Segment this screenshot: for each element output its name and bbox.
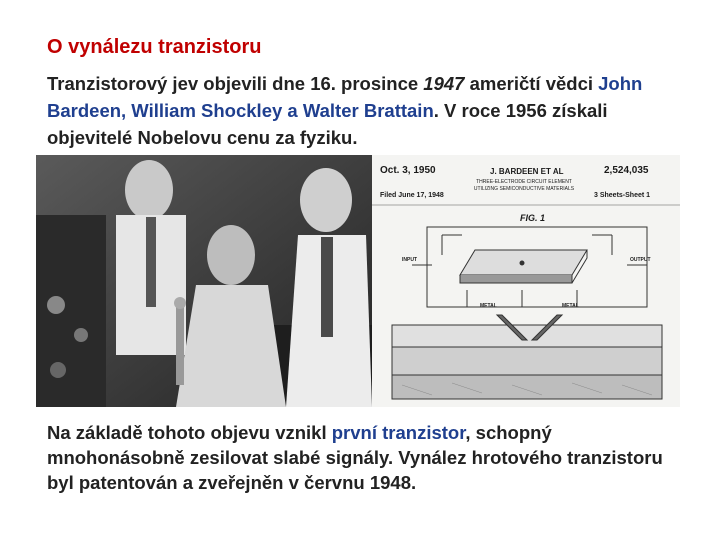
- outro-text-2: , schopný mnohonásobně zesilovat slabé signály. Vynález hrotového tranzistoru byl patentován a zveřejněn v červnu 1948.: [47, 422, 663, 493]
- slide-title: O vynálezu tranzistoru: [47, 36, 262, 58]
- fig1-label: FIG. 1: [520, 213, 546, 223]
- outro-paragraph: [47, 420, 687, 495]
- outro-text-1: Na základě tohoto objevu vznikl: [47, 422, 332, 443]
- scientist-names: John Bardeen, William Shockley a Walter Brattain: [47, 73, 643, 121]
- patent-author: J. BARDEEN ET AL: [490, 167, 564, 176]
- first-transistor-highlight: první tranzistor: [331, 422, 466, 443]
- scientists-photo: [36, 155, 372, 407]
- patent-drawing: [372, 155, 680, 407]
- intro-year: 1947: [423, 73, 465, 94]
- metal-right-label: METAL: [562, 303, 579, 309]
- patent-sheets: 3 Sheets-Sheet 1: [594, 192, 651, 199]
- transistor-schematic: [372, 155, 680, 407]
- patent-subtitle: THREE-ELECTRODE CIRCUIT ELEMENT UTILIZING SEMICONDUCTIVE MATERIALS: [473, 179, 575, 192]
- patent-filed: Filed June 17, 1948: [380, 192, 444, 199]
- patent-number: 2,524,035: [604, 165, 649, 176]
- output-label: OUTPUT: [630, 257, 651, 263]
- input-label: INPUT: [402, 257, 417, 263]
- metal-left-label: METAL: [480, 303, 497, 309]
- intro-paragraph: [47, 70, 687, 151]
- intro-text-1: Tranzistorový jev objevili dne 16. prosince: [47, 73, 424, 94]
- patent-date: Oct. 3, 1950: [380, 165, 436, 176]
- intro-text-2: američtí vědci: [464, 73, 593, 94]
- intro-text-3: . V roce 1956 získali objevitelé Nobelovu cenu za fyziku.: [47, 100, 608, 148]
- scientists-photo-illustration: [36, 155, 372, 407]
